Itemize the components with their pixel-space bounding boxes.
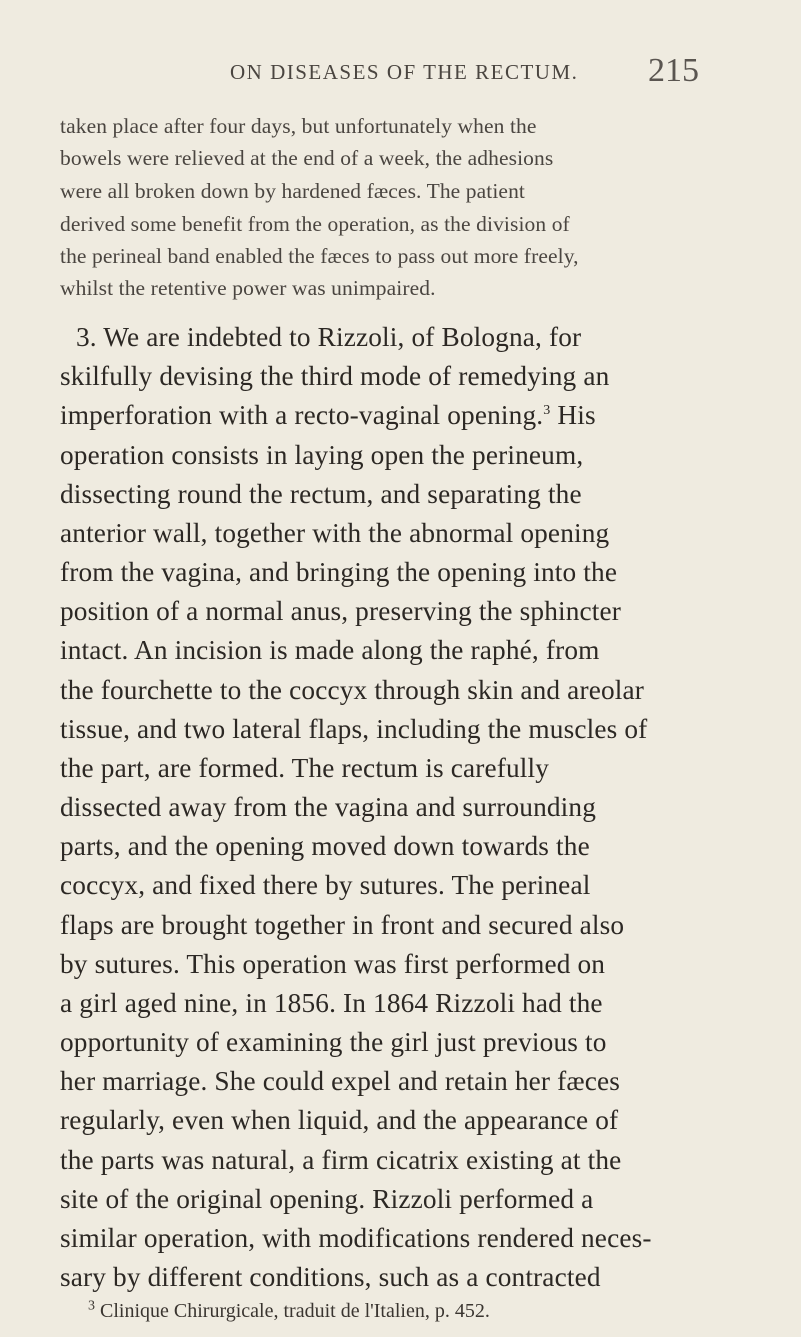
running-title: ON DISEASES OF THE RECTUM. [230,60,579,84]
text-line: operation consists in laying open the perineum, [60,440,584,470]
text-line: intact. An incision is made along the raphé, from [60,635,600,665]
text-line: sary by different conditions, such as a contracted [60,1262,601,1292]
text-line: by sutures. This operation was first performed on [60,949,606,979]
text-line: the fourchette to the coccyx through skin and areolar [60,675,644,705]
text-line-with-footnote [60,400,596,431]
footnote [88,1300,490,1323]
text-line: opportunity of examining the girl just previous to [60,1027,607,1057]
text-line: her marriage. She could expel and retain her fæces [60,1066,621,1096]
text-line: flaps are brought together in front and secured also [60,910,625,940]
text-line: the parts was natural, a firm cicatrix existing at the [60,1145,622,1175]
footnote-reference: 3 [543,402,551,418]
text-line: tissue, and two lateral flaps, including the muscles of [60,714,648,744]
text-line: a girl aged nine, in 1856. In 1864 Rizzoli had the [60,988,603,1018]
text-line: coccyx, and fixed there by sutures. The perineal [60,870,591,900]
text-line: skilfully devising the third mode of remedying an [60,361,610,391]
text-line: derived some benefit from the operation, as the division of [60,212,570,236]
text-line: similar operation, with modifications rendered neces- [60,1223,652,1253]
text-line: 3. We are indebted to Rizzoli, of Bologna, for [76,322,582,352]
text-line: taken place after four days, but unfortunately when the [60,114,537,138]
text-line: bowels were relieved at the end of a week, the adhesions [60,146,554,170]
text-line: whilst the retentive power was unimpaired. [60,276,436,300]
text-line: the part, are formed. The rectum is carefully [60,753,550,783]
text-line: anterior wall, together with the abnormal opening [60,518,610,548]
page-number: 215 [648,52,699,89]
text-line: site of the original opening. Rizzoli performed a [60,1184,594,1214]
footnote-text: Clinique Chirurgicale, traduit de l'Italien, p. 452. [100,1300,490,1322]
page-header [0,52,801,88]
text-line: dissecting round the rectum, and separating the [60,479,582,509]
text-line: were all broken down by hardened fæces. The patient [60,179,525,203]
text-segment: His [550,400,596,430]
text-segment: imperforation with a recto-vaginal opening. [60,400,544,430]
text-line: dissected away from the vagina and surrounding [60,792,597,822]
text-line: from the vagina, and bringing the opening into the [60,557,618,587]
text-line: position of a normal anus, preserving the sphincter [60,596,622,626]
text-line: parts, and the opening moved down towards the [60,831,590,861]
text-line: regularly, even when liquid, and the appearance of [60,1105,619,1135]
text-line: the perineal band enabled the fæces to pass out more freely, [60,244,579,268]
footnote-marker: 3 [88,1298,95,1314]
